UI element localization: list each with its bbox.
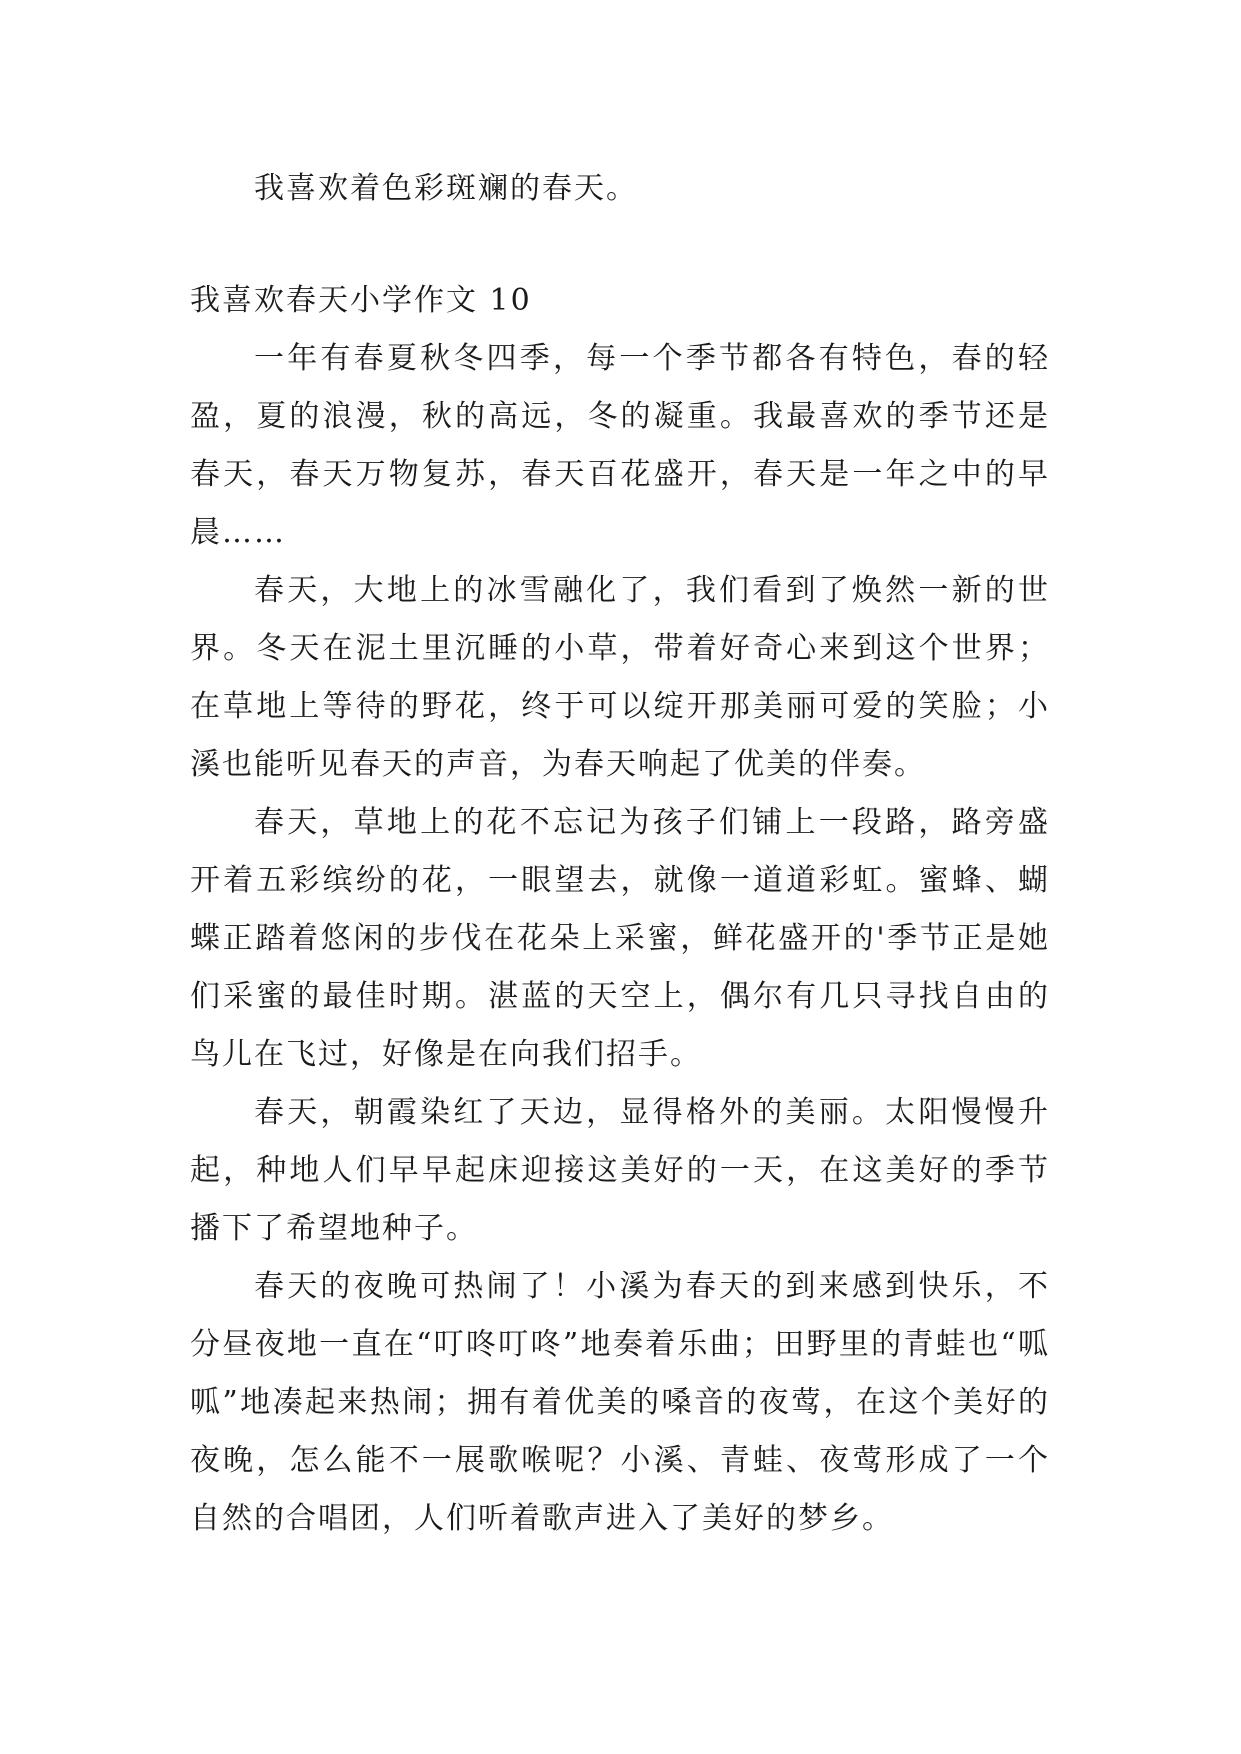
essay-paragraph: 春天，大地上的冰雪融化了，我们看到了焕然一新的世界。冬天在泥土里沉睡的小草，带着好奇心来到这个世界；在草地上等待的野花，终于可以绽开那美丽可爱的笑脸；小溪也能听见春天的声音，为春天响起了优美的伴奏。 [190,573,1050,782]
essay-section [190,272,1050,1548]
essay-paragraph: 春天，草地上的花不忘记为孩子们铺上一段路，路旁盛开着五彩缤纷的花，一眼望去，就像一道道彩虹。蜜蜂、蝴蝶正踏着悠闲的步伐在花朵上采蜜，鲜花盛开的'季节正是她们采蜜的最佳时期。湛蓝的天空上，偶尔有几只寻找自由的鸟儿在飞过，好像是在向我们招手。 [190,805,1050,1072]
intro-section [190,160,1050,218]
intro-paragraph: 我喜欢着色彩斑斓的春天。 [254,171,638,206]
essay-paragraph: 春天的夜晚可热闹了！小溪为春天的到来感到快乐，不分昼夜地一直在“叮咚叮咚”地奏着乐曲；田野里的青蛙也“呱呱”地凑起来热闹；拥有着优美的嗓音的夜莺，在这个美好的夜晚，怎么能不一展歌喉呢？小溪、青蛙、夜莺形成了一个自然的合唱团，人们听着歌声进入了美好的梦乡。 [190,1269,1050,1536]
essay-title: 我喜欢春天小学作文 10 [190,283,532,318]
essay-paragraph: 一年有春夏秋冬四季，每一个季节都各有特色，春的轻盈，夏的浪漫，秋的高远，冬的凝重。我最喜欢的季节还是春天，春天万物复苏，春天百花盛开，春天是一年之中的早晨…… [190,341,1050,550]
essay-paragraph: 春天，朝霞染红了天边，显得格外的美丽。太阳慢慢升起，种地人们早早起床迎接这美好的一天，在这美好的季节播下了希望地种子。 [190,1095,1050,1246]
